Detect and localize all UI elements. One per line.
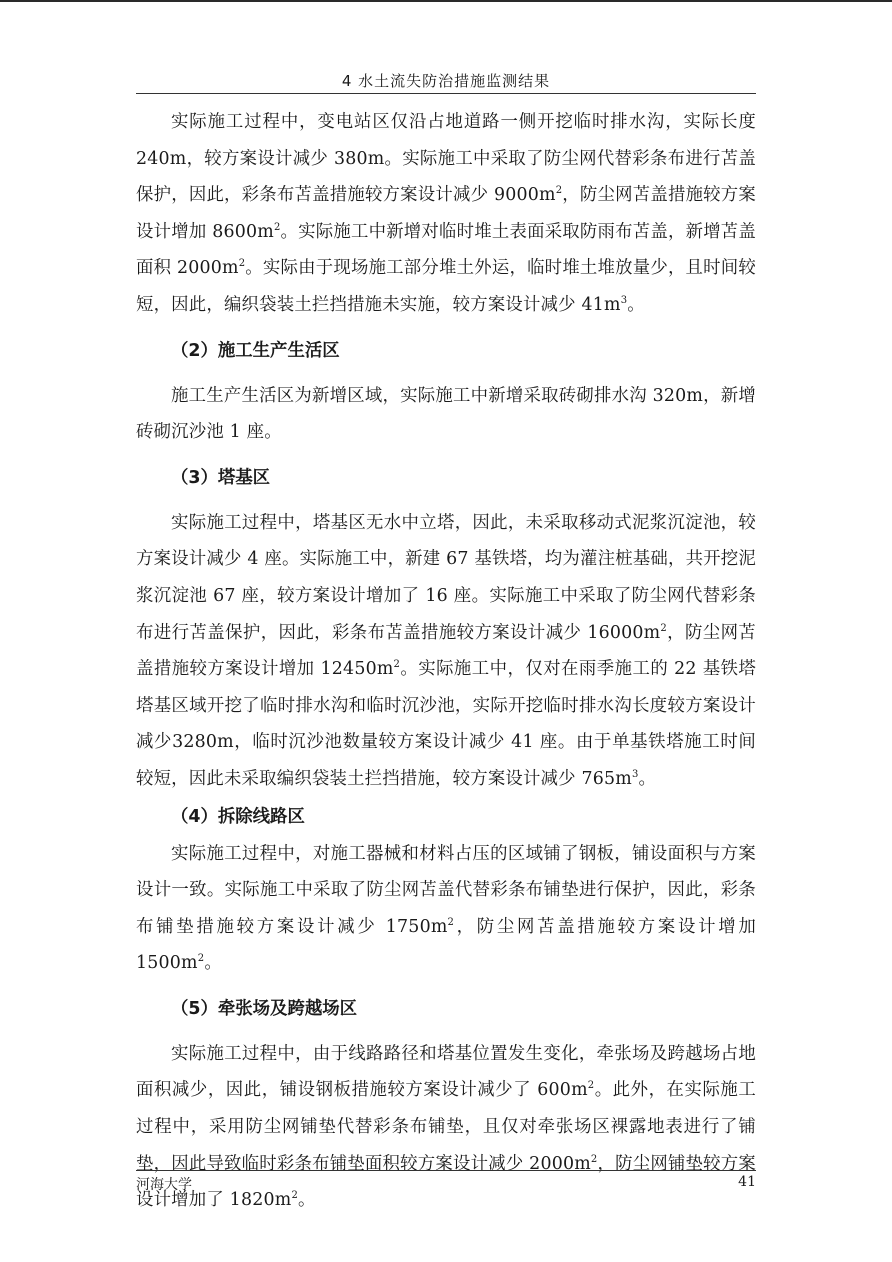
superscript: 3 xyxy=(620,295,628,307)
text-run: 。 xyxy=(204,953,222,974)
page-header-title: 4 水土流失防治措施监测结果 xyxy=(341,72,551,90)
superscript: 2 xyxy=(660,622,667,634)
footer-institution: 河海大学 xyxy=(136,1177,192,1193)
text-run: 。实际施工中新增对临时堆土表面采取防雨布苫盖，新增苫盖面积 2000m xyxy=(136,221,757,279)
superscript: 2 xyxy=(555,185,563,197)
superscript: 2 xyxy=(590,1153,598,1165)
text-run: ，防尘网苫盖措施较方案设计增加 12450m xyxy=(136,622,756,680)
superscript: 2 xyxy=(238,258,246,270)
superscript: 2 xyxy=(291,1190,298,1202)
document-body xyxy=(136,104,756,1219)
paragraph-construction-area: 施工生产生活区为新增区域，实际施工中新增采取砖砌排水沟 320m，新增砖砌沉沙池 1 座。 xyxy=(136,385,756,443)
top-border xyxy=(0,0,892,2)
text-run: 实际施工过程中，对施工器械和材料占压的区域铺了钢板，铺设面积与方案设计一致。实际施工中采取了防尘网苫盖代替彩条布铺垫进行保护，因此，彩条布铺垫措施较方案设计减少 1750m xyxy=(136,843,756,937)
section-heading-2: （2）施工生产生活区 xyxy=(171,340,340,361)
paragraph-substation xyxy=(136,104,756,324)
footer-divider xyxy=(136,1170,756,1171)
text-run: ，防尘网铺垫较方案设计增加了 1820m xyxy=(136,1153,756,1211)
text-run: 。 xyxy=(627,294,645,315)
text-run: 。实际由于现场施工部分堆土外运，临时堆土堆放量少，且时间较短，因此，编织袋装土拦挡措施未实施，较方案设计减少 41m xyxy=(136,258,756,315)
section-heading-4: （4）拆除线路区 xyxy=(171,806,305,827)
superscript: 2 xyxy=(587,1080,595,1092)
text-run: ，防尘网苫盖措施较方案设计增加 1500m xyxy=(136,916,756,974)
text-run: 实际施工过程中，由于线路路径和塔基位置发生变化，牵张场及跨越场占地面积减少，因此，铺设钢板措施较方案设计减少了 600m xyxy=(136,1043,756,1101)
paragraph-demolition xyxy=(136,836,756,982)
paragraph-tension-field xyxy=(136,1036,756,1219)
superscript: 2 xyxy=(393,659,401,671)
text-run: 实际施工过程中，变电站区仅沿占地道路一侧开挖临时排水沟，实际长度240m，较方案设计减少 380m。实际施工中采取了防尘网代替彩条布进行苫盖保护，因此，彩条布苫盖措施较方案设计减少 9000m xyxy=(136,112,756,206)
text-run: 。此外，在实际施工过程中，采用防尘网铺垫代替彩条布铺垫，且仅对牵张场区裸露地表进行了铺垫，因此导致临时彩条布铺垫面积较方案设计减少 2000m xyxy=(136,1080,756,1174)
text-run: 。 xyxy=(638,768,657,789)
section-heading-5: （5）牵张场及跨越场区 xyxy=(171,998,358,1019)
superscript: 2 xyxy=(197,953,205,965)
text-run: ，防尘网苫盖措施较方案设计增加 8600m xyxy=(136,185,756,242)
superscript: 2 xyxy=(447,916,455,928)
page-number: 41 xyxy=(738,1174,756,1190)
text-run: 。实际施工中，仅对在雨季施工的 22 基铁塔塔基区域开挖了临时排水沟和临时沉沙池，实际开挖临时排水沟长度较方案设计减少3280m，临时沉沙池数量较方案设计减少 41 座。由于单基铁塔施工时间较短，因此未采取编织袋装土拦挡措施，较方案设计减少 765m xyxy=(136,659,756,789)
superscript: 3 xyxy=(631,769,639,781)
superscript: 2 xyxy=(273,221,281,233)
paragraph-tower-base xyxy=(136,505,756,798)
text-run: 。 xyxy=(298,1190,316,1211)
section-heading-3: （3）塔基区 xyxy=(171,467,271,488)
text-run: 实际施工过程中，塔基区无水中立塔，因此，未采取移动式泥浆沉淀池，较方案设计减少 4 座。实际施工中，新建 67 基铁塔，均为灌注桩基础，共开挖泥浆沉淀池 67 座，较方案设计增加了 16 座。实际施工中采取了防尘网代替彩条布进行苫盖保护，因此，彩条布苫盖措施较方案设计减少 16000m xyxy=(136,512,756,643)
header-divider xyxy=(136,93,756,94)
